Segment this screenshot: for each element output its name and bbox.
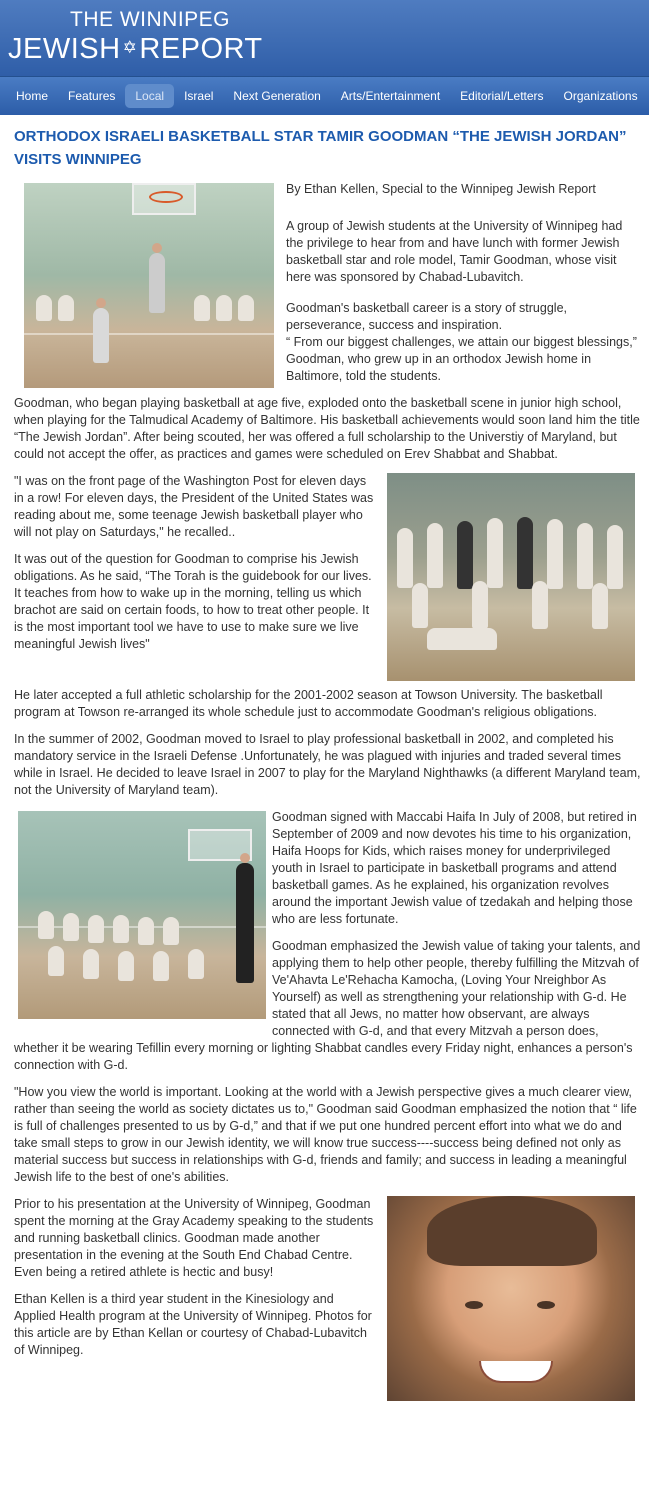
paragraph: A group of Jewish students at the University of Winnipeg had the privilege to hear from and have lunch with former Jewish basketball star and role model, Tamir Goodman, whose visit here was sponsored by Chabad-Lubavitch. [286, 219, 623, 284]
article-title: ORTHODOX ISRAELI BASKETBALL STAR TAMIR GOODMAN “THE JEWISH JORDAN” VISITS WINNIPEG [14, 128, 627, 168]
paragraph: Goodman, who began playing basketball at age five, exploded onto the basketball scene in junior high school, when playing for the Talmudical Academy of Baltimore. His basketball achievements would soon land him the title “The Jewish Jordan”. After being scouted, her was offered a full scholarship to the Universtiy of Maryland, but could not accept the offer, as practices and games were scheduled on Erev Shabbat and Shabbat. [14, 396, 640, 461]
author-bio: Ethan Kellen is a third year student in the Kinesiology and Applied Health program at the University of Winnipeg. Photos for this article are by Ethan Kellan or courtesy of Chabad-Lubavitch of Winnipeg. [14, 1292, 372, 1357]
paragraph: "I was on the front page of the Washington Post for eleven days in a row! For eleven days, the President of the United States was reading about me, some teenage Jewish basketball player who will not play on Saturdays," he recalled.. [14, 474, 374, 539]
paragraph: In the summer of 2002, Goodman moved to Israel to play professional basketball in 2002, and completed his mandatory service in the Israeli Defense .Unfortunately, he was plagued with injuries and traded several times while in Israel. He decided to leave Israel in 2007 to play for the Maryland Nighthawks (a different Maryland team, not the University of Maryland team). [14, 732, 641, 797]
paragraph: Goodman emphasized the Jewish value of taking your talents, and applying them to help other people, thereby fulfilling the Mitzvah of Ve'Ahavta Le'Rehacha Kamocha, (Loving Your Nreighbor As Yourself) as well as strengthening your relationship with G-d. He stated that all Jews, no matter how observant, are always connected with G-d, and that every Mitzvah a person does, whether it be wearing Tefillin every morning or lighting Shabbat candles every Friday night, enhances a person's connection with G-d. [14, 939, 641, 1072]
site-logo[interactable] [8, 33, 263, 66]
logo-word-jewish: JEWISH [8, 33, 121, 65]
nav-home[interactable]: Home [16, 89, 49, 103]
nav-next-generation[interactable]: Next Generation [233, 89, 321, 103]
paragraph: "How you view the world is important. Looking at the world with a Jewish perspective gives a much clearer view, rather than seeing the world as society dictates us to," Goodman said Goodman emphasized the notion that “ life is full of challenges presented to us by G-d,” and that if we put one hundred percent effort into what we do and take small steps to grow in our Jewish identity, we will know true success----success being defined not only as material success but success in relationships with G-d, friends and family; and success in leading a meaningful Jewish life to the best of one's abilities. [14, 1085, 637, 1184]
star-of-david-icon: ✡ [122, 38, 138, 57]
article-body [14, 181, 643, 1407]
paragraph: Goodman signed with Maccabi Haifa In July of 2008, but retired in September of 2009 and now devotes his time to his organization, Haifa Hoops for Kids, which raises money for underprivileged youth in Israel to participate in basketball programs and attend basketball games. As he explained, his organization revolves around the important Jewish value of tzedakah and helping those who are less fortunate. [272, 810, 637, 926]
photo-group-students [387, 473, 635, 681]
paragraph: “ From our biggest challenges, we attain our biggest blessings,” Goodman, who grew up in an orthodox Jewish home in Baltimore, told the students. [286, 335, 637, 383]
nav-arts-entertainment[interactable]: Arts/Entertainment [340, 89, 441, 103]
logo-word-report: REPORT [139, 33, 263, 65]
nav-features[interactable]: Features [68, 89, 116, 103]
paragraph: He later accepted a full athletic scholarship for the 2001-2002 season at Towson University. The basketball program at Towson re-arranged its whole schedule just to accommodate Goodman's religious obligations. [14, 688, 603, 719]
photo-goodman-dunk [24, 183, 274, 388]
logo-top-text: THE WINNIPEG [70, 8, 231, 31]
site-header [0, 0, 649, 77]
paragraph: Goodman's basketball career is a story of struggle, perseverance, success and inspiration. [286, 301, 567, 332]
nav-local[interactable]: Local [125, 84, 174, 108]
byline: By Ethan Kellen, Special to the Winnipeg Jewish Report [286, 182, 596, 196]
nav-editorial-letters[interactable]: Editorial/Letters [460, 89, 544, 103]
paragraph: Prior to his presentation at the University of Winnipeg, Goodman spent the morning at the Gray Academy speaking to the students and running basketball clinics. Goodman made another presentation in the evening at the South End Chabad Centre. Even being a retired athlete is hectic and busy! [14, 1197, 374, 1279]
main-navigation [0, 77, 649, 115]
photo-clinic-students [18, 811, 266, 1019]
nav-organizations[interactable]: Organizations [563, 89, 638, 103]
paragraph: It was out of the question for Goodman to comprise his Jewish obligations. As he said, “The Torah is the guidebook for our lives. It teaches from how to wake up in the morning, telling us which brachot are said on certain foods, to how to treat other people. It is the most important tool we have to use to make sure we live meaningful Jewish lives" [14, 552, 372, 651]
nav-israel[interactable]: Israel [184, 89, 214, 103]
photo-goodman-portrait [387, 1196, 635, 1401]
